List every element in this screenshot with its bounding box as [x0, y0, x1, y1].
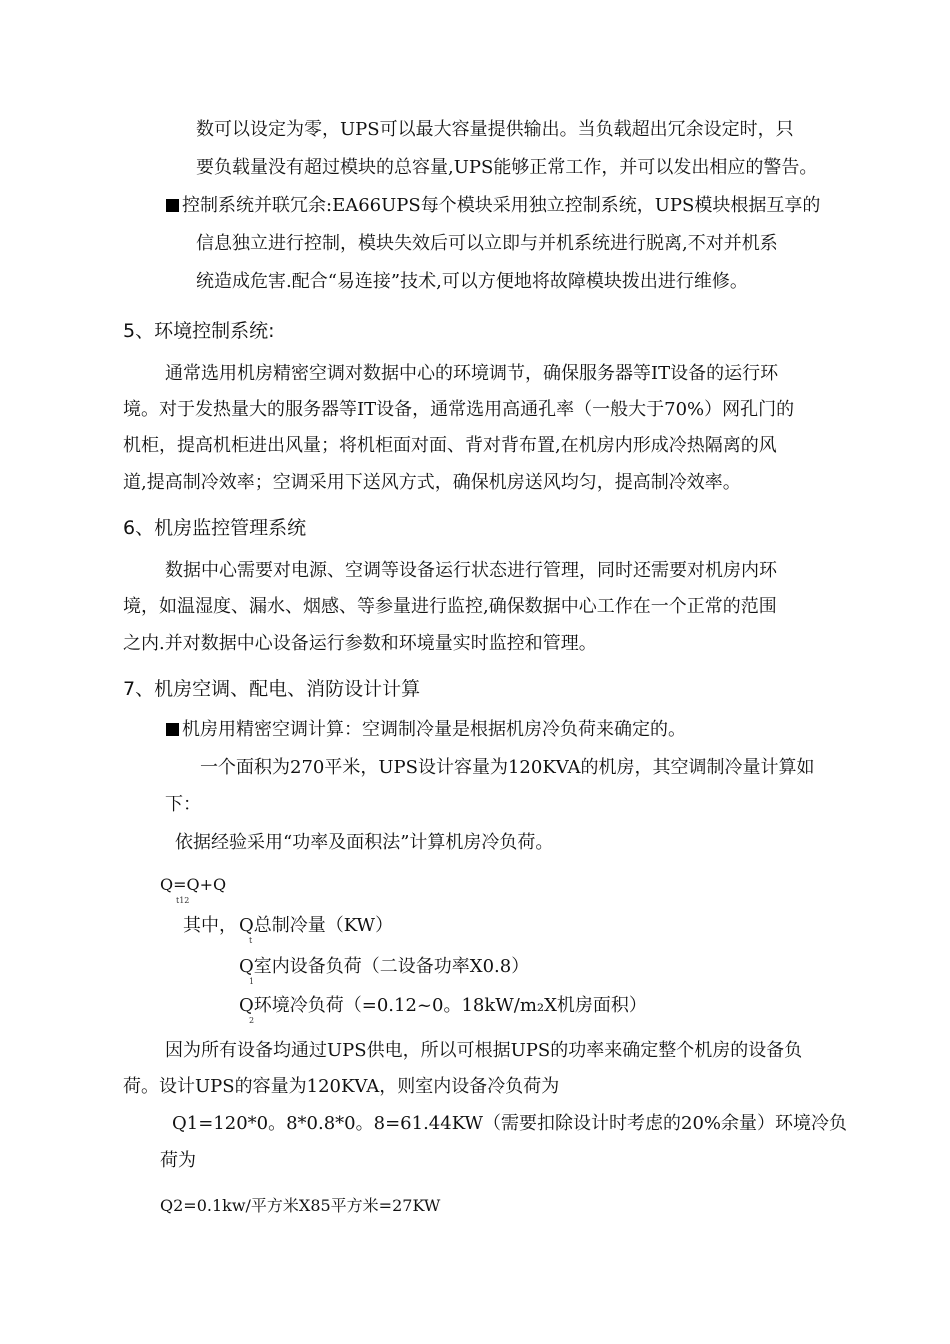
body-text-line: 因为所有设备均通过UPS供电，所以可根据UPS的功率来确定整个机房的设备负: [165, 1040, 803, 1061]
body-text-line: 统造成危害.配合“易连接”技术,可以方便地将故障模块拨出进行维修。: [196, 271, 748, 292]
bullet-item: [166, 718, 686, 742]
body-text-line: 依据经验采用“功率及面积法”计算机房冷负荷。: [175, 832, 554, 853]
bullet-item: [166, 194, 820, 218]
bullet-text: 机房用精密空调计算：空调制冷量是根据机房冷负荷来确定的。: [182, 719, 686, 740]
definition-subscript: 2: [249, 1016, 255, 1025]
definition-q2: Q环境冷负荷（=0.12~0。18kW/m₂X机房面积）: [239, 995, 647, 1016]
body-text-line: Q1=120*0。8*0.8*0。8=61.44KW（需要扣除设计时考虑的20%余量）环境冷负: [172, 1113, 848, 1134]
body-text-line: 荷为: [160, 1150, 196, 1171]
bullet-text: 控制系统并联冗余:EA66UPS每个模块采用独立控制系统，UPS模块根据互享的: [182, 195, 821, 216]
body-text-line: 机柜，提高机柜进出风量；将机柜面对面、背对背布置,在机房内形成冷热隔离的风: [123, 435, 777, 456]
section-heading: 7、机房空调、配电、消防设计计算: [123, 678, 421, 700]
body-text-line: 之内.并对数据中心设备运行参数和环境量实时监控和管理。: [123, 633, 597, 654]
body-text-line: 一个面积为270平米，UPS设计容量为120KVA的机房，其空调制冷量计算如: [200, 757, 815, 778]
body-text-line: 境。对于发热量大的服务器等IT设备，通常选用高通孔率（一般大于70%）网孔门的: [123, 399, 795, 420]
body-text-line: 道,提高制冷效率；空调采用下送风方式，确保机房送风均匀，提高制冷效率。: [123, 472, 741, 493]
formula-line: Q2=0.1kw/平方米X85平方米=27KW: [160, 1196, 441, 1215]
definition-subscript: t: [249, 936, 253, 945]
body-text-line: 下：: [165, 794, 201, 815]
definition-subscript: 1: [249, 977, 255, 986]
where-prefix: 其中，: [183, 915, 237, 936]
section-heading: 6、机房监控管理系统: [123, 517, 307, 539]
formula-subscript: t12: [176, 896, 190, 905]
square-bullet-icon: [166, 723, 179, 736]
definition-qt: Q总制冷量（KW）: [239, 915, 394, 936]
body-text-line: 数可以设定为零，UPS可以最大容量提供输出。当负载超出冗余设定时，只: [196, 119, 794, 140]
body-text-line: 信息独立进行控制，模块失效后可以立即与并机系统进行脱离,不对并机系: [196, 233, 778, 254]
formula: Q=Q+Q: [160, 875, 227, 894]
body-text-line: 要负载量没有超过模块的总容量,UPS能够正常工作，并可以发出相应的警告。: [196, 157, 818, 178]
section-heading: 5、环境控制系统:: [123, 320, 275, 342]
square-bullet-icon: [166, 199, 179, 212]
body-text-line: 荷。设计UPS的容量为120KVA，则室内设备冷负荷为: [123, 1076, 560, 1097]
body-text-line: 通常选用机房精密空调对数据中心的环境调节，确保服务器等IT设备的运行环: [165, 363, 779, 384]
body-text-line: 境，如温湿度、漏水、烟感、等参量进行监控,确保数据中心工作在一个正常的范围: [123, 596, 777, 617]
body-text-line: 数据中心需要对电源、空调等设备运行状态进行管理，同时还需要对机房内环: [165, 560, 777, 581]
definition-q1: Q室内设备负荷（二设备功率X0.8）: [239, 956, 530, 977]
